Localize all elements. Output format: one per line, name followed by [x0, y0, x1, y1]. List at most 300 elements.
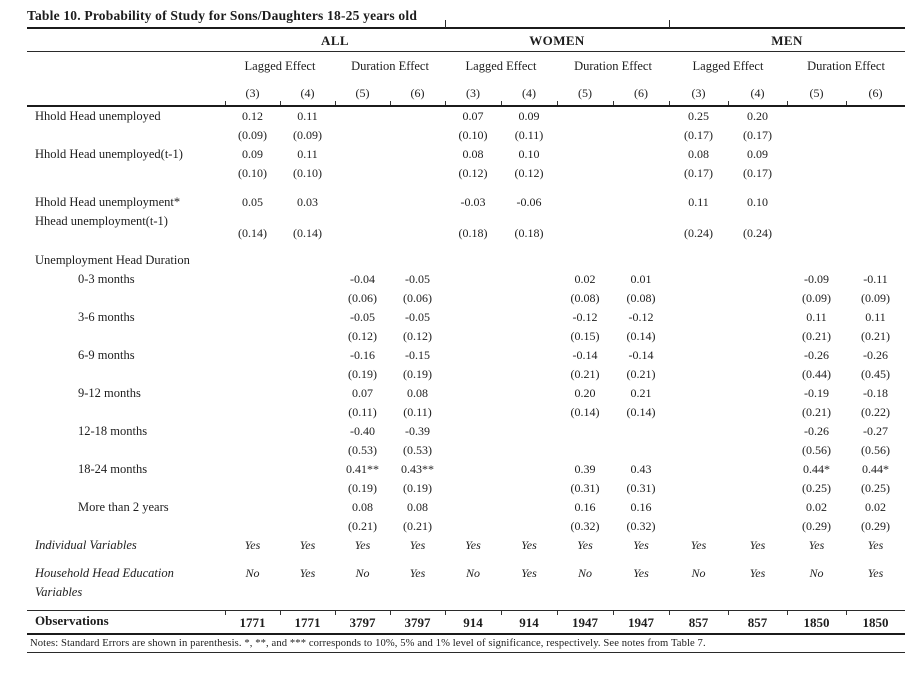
coef-cell [787, 106, 846, 126]
se-cell [225, 517, 280, 536]
coef-cell: 0.11 [297, 147, 318, 161]
coef-cell [669, 422, 728, 441]
row-label [27, 308, 225, 346]
coef-cell [613, 183, 669, 212]
coefficient-row [27, 384, 905, 403]
se-cell [728, 517, 787, 536]
flag-cell: Yes [299, 538, 316, 552]
se-cell: (0.24) [684, 226, 714, 240]
coef-cell [225, 384, 280, 403]
column-number: (3) [669, 81, 728, 106]
se-cell [613, 212, 669, 243]
coef-cell: 0.20 [747, 109, 769, 123]
se-cell [445, 479, 501, 498]
observations-cell: 1771 [225, 611, 280, 635]
coef-cell [728, 498, 787, 517]
coef-cell: 0.11 [688, 195, 709, 209]
se-cell [728, 327, 787, 346]
se-cell: (0.09) [238, 128, 267, 142]
se-cell: (0.29) [802, 519, 832, 533]
row-label-line: More than 2 years [78, 500, 169, 514]
se-cell: (0.44) [802, 367, 832, 381]
se-cell: (0.18) [458, 226, 488, 240]
row-label [27, 145, 225, 183]
se-cell: (0.31) [570, 481, 600, 495]
effect-header: Duration Effect [574, 59, 652, 73]
coef-cell: -0.26 [804, 348, 830, 362]
coef-cell [728, 422, 787, 441]
flag-cell: Yes [409, 538, 426, 552]
se-cell: (0.08) [570, 291, 600, 305]
flag-cell: No [465, 566, 480, 580]
observations-cell: 914 [445, 611, 501, 635]
row-label-line: Hhead unemployment(t-1) [35, 214, 168, 228]
effect-header-row [27, 52, 905, 82]
flag-cell: Yes [808, 538, 825, 552]
coef-cell [501, 384, 557, 403]
coef-cell [280, 422, 335, 441]
row-label-line: 9-12 months [78, 386, 141, 400]
se-cell [225, 289, 280, 308]
flag-cell: No [577, 566, 592, 580]
se-cell [445, 441, 501, 460]
row-label-line: Hhold Head unemployed [35, 109, 161, 123]
se-cell: (0.21) [348, 519, 377, 533]
se-cell [613, 164, 669, 183]
observations-cell: 3797 [390, 611, 445, 635]
coefficient-row [27, 106, 905, 126]
coef-cell: -0.05 [405, 310, 430, 324]
regression-table [27, 29, 905, 635]
se-cell: (0.29) [861, 519, 891, 533]
coef-cell [728, 308, 787, 327]
row-label [27, 384, 225, 422]
row-label-line: 0-3 months [78, 272, 135, 286]
coef-cell [501, 270, 557, 289]
column-number: (5) [557, 81, 613, 106]
se-cell [846, 126, 905, 145]
group-header-women: WOMEN [445, 29, 669, 52]
coef-cell: -0.05 [350, 310, 375, 324]
coef-cell [557, 106, 613, 126]
se-cell [501, 289, 557, 308]
row-label-line: Individual Variables [35, 538, 137, 552]
se-cell: (0.53) [403, 443, 432, 457]
se-cell [557, 164, 613, 183]
se-cell [501, 517, 557, 536]
coef-cell: -0.39 [405, 424, 430, 438]
se-cell: (0.45) [861, 367, 891, 381]
se-cell [280, 441, 335, 460]
corner-cell [27, 81, 225, 106]
observations-cell: 3797 [335, 611, 390, 635]
coef-cell: 0.09 [747, 147, 769, 161]
se-cell [613, 126, 669, 145]
flag-cell: Yes [749, 566, 766, 580]
coef-cell: 0.43 [630, 462, 652, 476]
flag-cell: Yes [409, 566, 426, 580]
se-cell [280, 517, 335, 536]
coef-cell: 0.08 [462, 147, 484, 161]
se-cell [445, 289, 501, 308]
corner-cell [27, 29, 225, 52]
se-cell [501, 327, 557, 346]
se-cell: (0.21) [403, 519, 432, 533]
coef-cell [728, 270, 787, 289]
flag-cell: Yes [521, 566, 537, 580]
coef-cell: 0.08 [407, 500, 428, 514]
effect-header: Lagged Effect [465, 59, 537, 73]
flag-cell: Yes [690, 538, 707, 552]
se-cell: (0.19) [403, 367, 432, 381]
effect-header: Lagged Effect [244, 59, 316, 73]
coef-cell [557, 422, 613, 441]
coef-cell [445, 384, 501, 403]
coef-cell: 0.09 [242, 147, 263, 161]
coefficient-row [27, 308, 905, 327]
row-label-line: 6-9 months [78, 348, 135, 362]
coef-cell: 0.10 [518, 147, 540, 161]
se-cell [557, 441, 613, 460]
coef-cell [225, 270, 280, 289]
se-cell [728, 479, 787, 498]
observations-cell: 857 [669, 611, 728, 635]
se-cell [390, 212, 445, 243]
coef-cell [335, 106, 390, 126]
section-header: Unemployment Head Duration [35, 253, 190, 267]
group-header-row [27, 29, 905, 52]
coef-cell: -0.16 [350, 348, 375, 362]
coef-cell: 0.21 [630, 386, 652, 400]
coef-cell: -0.11 [863, 272, 888, 286]
observations-cell: 1850 [846, 611, 905, 635]
row-label-line: 3-6 months [78, 310, 135, 324]
coef-cell [445, 422, 501, 441]
coef-cell [669, 384, 728, 403]
flag-cell: Yes [633, 538, 649, 552]
coef-cell: 0.11 [806, 310, 827, 324]
se-cell [557, 212, 613, 243]
row-label [27, 460, 225, 498]
flag-cell: Yes [867, 566, 884, 580]
coef-cell [787, 183, 846, 212]
coef-cell [501, 422, 557, 441]
se-cell [445, 327, 501, 346]
coef-cell: -0.06 [516, 195, 542, 209]
se-cell [501, 365, 557, 384]
row-label-line: Hhold Head unemployed(t-1) [35, 147, 183, 161]
coef-cell [669, 460, 728, 479]
coef-cell [787, 145, 846, 164]
se-cell [669, 517, 728, 536]
se-cell [501, 441, 557, 460]
se-cell [445, 403, 501, 422]
observations-row [27, 611, 905, 635]
coef-cell [669, 270, 728, 289]
coefficient-row [27, 460, 905, 479]
coef-cell: -0.40 [350, 424, 375, 438]
se-cell: (0.24) [743, 226, 773, 240]
coefficient-row [27, 422, 905, 441]
se-cell [445, 517, 501, 536]
effect-header: Duration Effect [351, 59, 429, 73]
coef-cell: 0.08 [688, 147, 710, 161]
se-cell [787, 126, 846, 145]
coef-cell: 0.03 [297, 195, 318, 209]
coef-cell [445, 308, 501, 327]
coef-cell [669, 346, 728, 365]
coef-cell: -0.04 [350, 272, 375, 286]
coef-cell [445, 498, 501, 517]
flag-cell: No [809, 566, 824, 580]
se-cell [613, 441, 669, 460]
se-cell [501, 403, 557, 422]
flag-cell: Yes [299, 566, 316, 580]
coefficient-row [27, 145, 905, 164]
se-cell [335, 126, 390, 145]
coef-cell: 0.09 [518, 109, 540, 123]
se-cell: (0.09) [293, 128, 322, 142]
coef-cell [613, 145, 669, 164]
flag-cell: No [355, 566, 370, 580]
se-cell: (0.06) [348, 291, 377, 305]
coef-cell: 0.02 [574, 272, 596, 286]
flag-cell: Yes [465, 538, 481, 552]
coef-cell [225, 308, 280, 327]
se-cell: (0.12) [403, 329, 432, 343]
coef-cell [669, 308, 728, 327]
se-cell: (0.11) [403, 405, 432, 419]
se-cell: (0.12) [514, 166, 544, 180]
column-number: (6) [390, 81, 445, 106]
section-header-row [27, 243, 905, 270]
se-cell [728, 365, 787, 384]
coef-cell [280, 308, 335, 327]
se-cell: (0.17) [743, 166, 773, 180]
coef-cell: 0.08 [352, 500, 373, 514]
se-cell: (0.09) [802, 291, 832, 305]
coef-cell: 0.07 [462, 109, 484, 123]
coef-cell: 0.12 [242, 109, 263, 123]
se-cell: (0.53) [348, 443, 377, 457]
coef-cell: 0.25 [688, 109, 710, 123]
observations-label: Observations [27, 611, 225, 635]
coef-cell [280, 384, 335, 403]
coef-cell [728, 346, 787, 365]
se-cell: (0.12) [348, 329, 377, 343]
observations-cell: 857 [728, 611, 787, 635]
se-cell: (0.11) [348, 405, 377, 419]
se-cell: (0.56) [802, 443, 832, 457]
se-cell: (0.21) [626, 367, 656, 381]
coef-cell: -0.12 [572, 310, 598, 324]
coef-cell: 0.11 [297, 109, 318, 123]
effect-header: Duration Effect [807, 59, 885, 73]
coef-cell: 0.10 [747, 195, 769, 209]
coef-cell [445, 270, 501, 289]
column-number: (5) [787, 81, 846, 106]
coef-cell: 0.16 [574, 500, 596, 514]
coef-cell: 0.20 [574, 386, 596, 400]
flag-cell: Yes [749, 538, 766, 552]
se-cell: (0.10) [293, 166, 322, 180]
se-cell [280, 479, 335, 498]
row-label [27, 536, 225, 555]
coef-cell: 0.01 [630, 272, 652, 286]
coefficient-row [27, 498, 905, 517]
group-header-men: MEN [669, 29, 905, 52]
coef-cell [501, 308, 557, 327]
coef-cell: -0.12 [628, 310, 654, 324]
coef-cell [280, 270, 335, 289]
se-cell: (0.17) [684, 166, 714, 180]
group-header-all: ALL [225, 29, 445, 52]
observations-cell: 1771 [280, 611, 335, 635]
coef-cell [557, 145, 613, 164]
coef-cell [280, 498, 335, 517]
coef-cell: -0.27 [863, 424, 889, 438]
se-cell: (0.08) [626, 291, 656, 305]
coef-cell [390, 183, 445, 212]
coef-cell: -0.05 [405, 272, 430, 286]
se-cell: (0.21) [861, 329, 891, 343]
se-cell: (0.06) [403, 291, 432, 305]
se-cell: (0.25) [802, 481, 832, 495]
column-number: (4) [728, 81, 787, 106]
coef-cell [280, 460, 335, 479]
se-cell [225, 479, 280, 498]
row-label-line: Hhold Head unemployment* [35, 195, 181, 209]
se-cell [669, 289, 728, 308]
controls-row [27, 555, 905, 611]
se-cell: (0.10) [458, 128, 488, 142]
coef-cell: -0.09 [804, 272, 830, 286]
se-cell [787, 212, 846, 243]
se-cell: (0.32) [626, 519, 656, 533]
flag-cell: No [691, 566, 706, 580]
se-cell [728, 403, 787, 422]
coef-cell [280, 346, 335, 365]
se-cell [846, 212, 905, 243]
se-cell [501, 479, 557, 498]
coef-cell: -0.18 [863, 386, 889, 400]
se-cell [280, 327, 335, 346]
coef-cell: 0.16 [630, 500, 652, 514]
row-label [27, 270, 225, 308]
se-cell [669, 403, 728, 422]
coef-cell: -0.14 [572, 348, 598, 362]
coef-cell [613, 422, 669, 441]
coef-cell [613, 106, 669, 126]
se-cell: (0.21) [570, 367, 600, 381]
se-cell: (0.18) [514, 226, 544, 240]
observations-cell: 1947 [613, 611, 669, 635]
se-cell [280, 403, 335, 422]
se-cell: (0.15) [570, 329, 600, 343]
se-cell [669, 365, 728, 384]
coef-cell [390, 106, 445, 126]
coef-cell: -0.26 [863, 348, 889, 362]
coef-cell: 0.02 [865, 500, 887, 514]
flag-cell: Yes [577, 538, 593, 552]
observations-cell: 1850 [787, 611, 846, 635]
controls-row [27, 536, 905, 555]
se-cell: (0.11) [514, 128, 544, 142]
coef-cell: 0.08 [407, 386, 428, 400]
coef-cell [846, 106, 905, 126]
corner-cell [27, 52, 225, 82]
row-label [27, 498, 225, 536]
coef-cell: -0.26 [804, 424, 830, 438]
coef-cell [501, 498, 557, 517]
se-cell: (0.14) [570, 405, 600, 419]
flag-cell: Yes [867, 538, 884, 552]
coef-cell: -0.19 [804, 386, 830, 400]
flag-cell: Yes [244, 538, 261, 552]
coef-cell [846, 183, 905, 212]
column-number: (4) [280, 81, 335, 106]
se-cell [846, 164, 905, 183]
observations-cell: 1947 [557, 611, 613, 635]
flag-cell: Yes [521, 538, 537, 552]
coefficient-row [27, 346, 905, 365]
coefficient-row [27, 183, 905, 212]
se-cell [280, 289, 335, 308]
row-label-line: 12-18 months [78, 424, 148, 438]
se-cell: (0.12) [458, 166, 488, 180]
column-number: (6) [846, 81, 905, 106]
row-label [27, 183, 225, 243]
coef-cell: 0.07 [352, 386, 373, 400]
row-label-line: Household Head Education [35, 566, 174, 580]
se-cell: (0.09) [861, 291, 891, 305]
se-cell: (0.19) [348, 367, 377, 381]
se-cell [390, 164, 445, 183]
row-label [27, 555, 225, 611]
coef-cell: 0.05 [242, 195, 263, 209]
column-number: (6) [613, 81, 669, 106]
se-cell [225, 403, 280, 422]
coef-cell [846, 145, 905, 164]
column-number-row [27, 81, 905, 106]
coef-cell [390, 145, 445, 164]
coef-cell [335, 145, 390, 164]
coef-cell [501, 460, 557, 479]
se-cell [669, 479, 728, 498]
coef-cell: 0.11 [865, 310, 886, 324]
coef-cell [225, 346, 280, 365]
se-cell [557, 126, 613, 145]
flag-cell: Yes [354, 538, 371, 552]
se-cell [787, 164, 846, 183]
coef-cell: 0.39 [574, 462, 596, 476]
row-label [27, 106, 225, 145]
se-cell: (0.14) [293, 226, 322, 240]
se-cell [390, 126, 445, 145]
coefficient-row [27, 270, 905, 289]
coef-cell [445, 460, 501, 479]
se-cell [669, 327, 728, 346]
column-number: (4) [501, 81, 557, 106]
se-cell [669, 441, 728, 460]
row-label-line: 18-24 months [78, 462, 148, 476]
se-cell: (0.10) [238, 166, 267, 180]
se-cell: (0.19) [403, 481, 432, 495]
coef-cell [728, 384, 787, 403]
se-cell: (0.14) [626, 329, 656, 343]
se-cell [225, 365, 280, 384]
coef-cell [557, 183, 613, 212]
